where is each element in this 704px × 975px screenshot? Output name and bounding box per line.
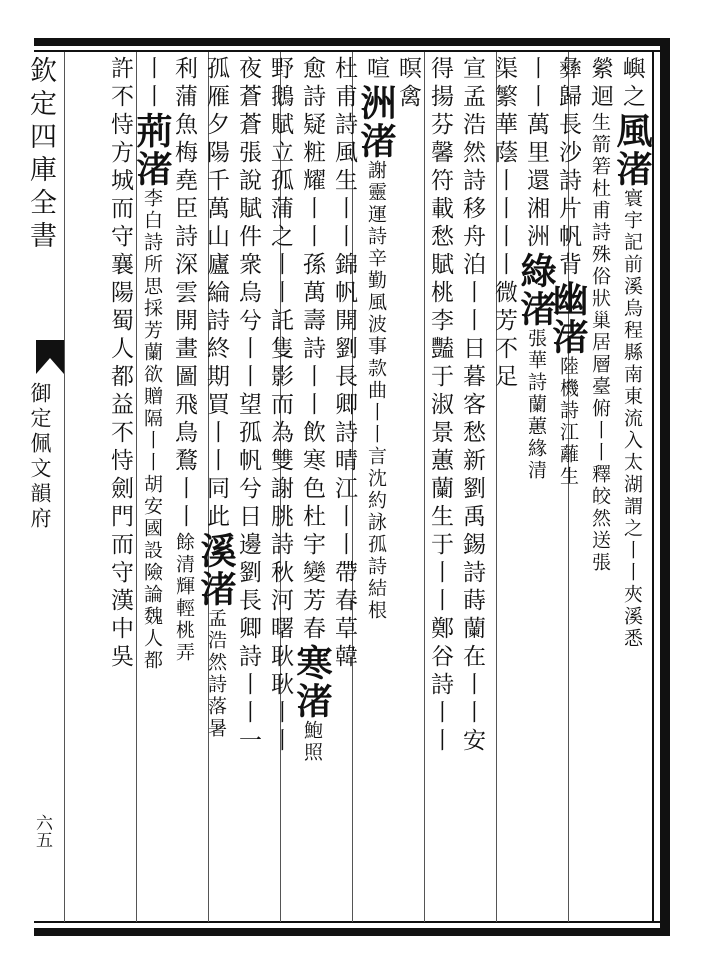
annotation: 寰宇記前溪烏程縣南東流入太湖謂之丨丨夾溪悉 xyxy=(621,188,643,650)
frame-right-border xyxy=(660,38,670,936)
headword: 風渚 xyxy=(611,112,653,188)
annotation: 生箭箬杜甫詩殊俗狀巢居層臺俯丨丨釋皎然送張 xyxy=(589,112,611,574)
text-column xyxy=(456,56,488,920)
column-text: 喧 xyxy=(363,56,389,84)
column-text: 得揚芬馨符載愁賦桃李豔于淑景蕙蘭生于丨丨鄭谷詩丨丨 xyxy=(427,56,453,756)
text-column xyxy=(611,56,653,920)
annotation: 孟浩然詩落暑 xyxy=(205,608,227,740)
column-text: 野鵝賦立孤蒲之丨丨託隻影而為雙謝朓詩秋河曙耿耿丨丨 xyxy=(267,56,293,756)
headword: 綠渚 xyxy=(515,252,557,328)
annotation: 陸機詩江蘺生 xyxy=(557,356,579,488)
column-text: 暝禽 xyxy=(395,56,421,112)
text-column xyxy=(328,56,360,920)
frame-bottom-border xyxy=(34,928,670,936)
text-column xyxy=(264,56,296,920)
text-column xyxy=(488,56,520,920)
column-text: 夜蒼蒼張說賦件衆烏兮丨丨望孤帆兮日邊劉長卿詩丨丨一 xyxy=(235,56,261,756)
text-column xyxy=(392,56,424,920)
headword: 幽渚 xyxy=(547,280,589,356)
fish-tail-mark xyxy=(36,340,64,374)
annotation: 張華詩蘭蕙緣清 xyxy=(525,328,547,482)
annotation: 餘清輝輕桃弄 xyxy=(173,532,195,664)
annotation: 鮑照 xyxy=(301,720,323,764)
page-number: 六五 xyxy=(32,814,52,848)
headword: 寒渚 xyxy=(291,644,333,720)
column-text: 孤雁夕陽千萬山廬綸詩終期買丨丨同此 xyxy=(203,56,229,532)
book-subtitle: 御定佩文韻府 xyxy=(28,382,52,532)
text-column xyxy=(291,56,333,920)
page-margin xyxy=(0,52,64,922)
column-text: 縈迴 xyxy=(587,56,613,112)
text-column xyxy=(355,56,397,920)
text-column xyxy=(232,56,264,920)
frame-top-border xyxy=(34,38,670,46)
text-column xyxy=(104,56,136,920)
text-column xyxy=(547,56,589,920)
column-text: 利蒲魚梅堯臣詩深雲開畫圖飛鳥鶩丨丨 xyxy=(171,56,197,532)
column-text: 丨丨微芳不足 xyxy=(491,224,517,392)
column-text: 嶼之 xyxy=(619,56,645,112)
text-column xyxy=(584,56,616,920)
text-column xyxy=(424,56,456,920)
annotation: 謝靈運詩辛勤風波事款曲丨丨言沈約詠孤詩結根 xyxy=(365,160,387,622)
headword: 洲渚 xyxy=(355,84,397,160)
column-text: 許不恃方城而守襄陽蜀人都益不恃劍門而守漢中吳 xyxy=(107,56,133,672)
headword: 荊渚 xyxy=(131,112,173,188)
column-text: 杜甫詩風生丨丨錦帆開劉長卿詩晴江丨丨帶春草韓 xyxy=(331,56,357,672)
column-text: 宣孟浩然詩移舟泊丨丨日暮客愁新劉禹錫詩蒔蘭在丨丨安 xyxy=(459,56,485,756)
book-title: 欽定四庫全書 xyxy=(25,56,56,254)
text-column xyxy=(195,56,237,920)
frame-top-inner-border xyxy=(34,50,664,52)
frame-bottom-inner-border xyxy=(34,921,664,923)
column-text: 丨丨 xyxy=(139,56,165,112)
column-text: 渠繁華蔭丨丨 xyxy=(491,56,517,224)
vertical-text-body xyxy=(64,56,653,920)
text-column xyxy=(131,56,173,920)
column-text: 愈詩疑粧耀丨丨孫萬壽詩丨丨飲寒色杜宇變芳春 xyxy=(299,56,325,644)
column-text: 彝歸長沙詩片帆背 xyxy=(555,56,581,280)
column-text: 丨丨萬里還湘洲 xyxy=(523,56,549,252)
headword: 溪渚 xyxy=(195,532,237,608)
annotation: 李白詩所思採芳蘭欲贈隔丨丨胡安國設險論魏人都 xyxy=(141,188,163,672)
text-column xyxy=(515,56,557,920)
